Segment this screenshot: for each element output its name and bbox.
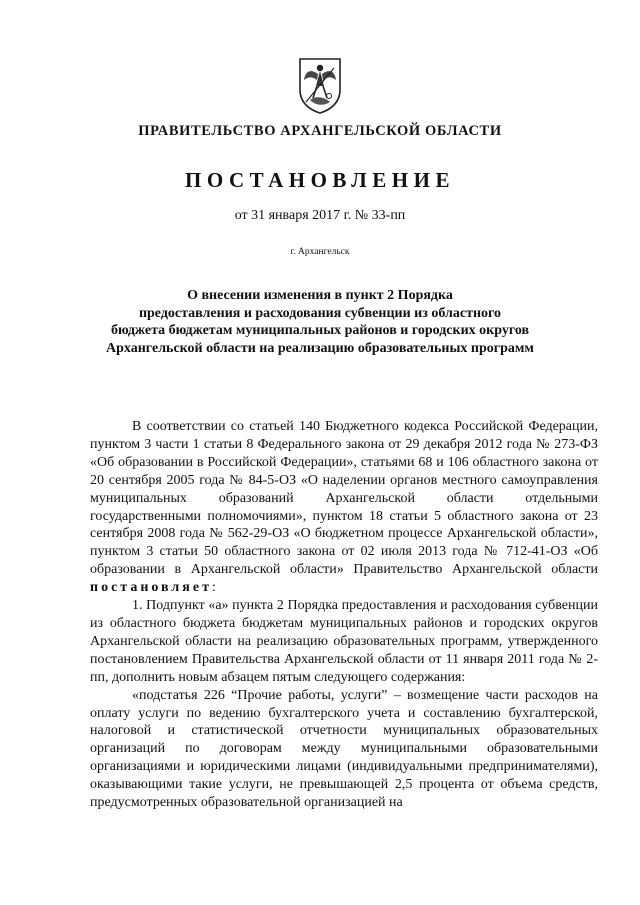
title-line: предоставления и расходования субвенции из областного	[138, 305, 502, 321]
title-line: Архангельской области на реализацию образовательных программ	[106, 340, 534, 356]
preamble-text: В соответствии со статьей 140 Бюджетного кодекса Российской Федерации, пунктом 3 части 1 статьи 8 Федерального закона от 29 декабря 2012 года № 273-ФЗ «Об образовании в Российской Федерации», статьями 68 и 106 областного закона от 20 сентября 2005 года № 84-5-ОЗ «О наделении органов местного самоуправления муниципальных образований Архангельской области отдельными государственными полномочиями», пунктом 18 статьи 5 областного закона от 23 сентября 2008 года № 562-29-ОЗ «О бюджетном процессе Архангельской области», пунктом 3 статьи 50 областного закона от 02 июля 2013 года № 712-41-ОЗ «Об образовании в Архангельской области» Правительство Архангельской области	[90, 419, 598, 578]
point-1-paragraph: 1. Подпункт «а» пункта 2 Порядка предоставления и расходования субвенции из областного бюджета бюджетам муниципальных районов и городских округов Архангельской области на реализацию образовательных программ, утвержденного постановлением Правительства Архангельской области от 11 января 2011 года № 2-пп, дополнить новым абзацем пятым следующего содержания:	[90, 598, 598, 685]
title-line: О внесении изменения в пункт 2 Порядка	[187, 288, 453, 303]
decree-tail: :	[211, 580, 216, 596]
title-line: бюджета бюджетам муниципальных районов и городских округов	[110, 323, 530, 338]
quoted-paragraph: «подстатья 226 “Прочие работы, услуги” – возмещение части расходов на оплату услуги по ведению бухгалтерского учета и составлению бухгалтерской, налоговой и статистической отчетности муниципальных образовательных организаций по договорам между муниципальными образовательными организациями и юридическими лицами (индивидуальными предпринимателями), оказывающими такие услуги, не превышающей 2,5 процента от объема средств, предусмотренных образовательной организацией на	[90, 687, 598, 811]
document-city: г. Архангельск	[290, 247, 350, 257]
coat-of-arms-icon	[296, 56, 344, 114]
document-type: ПОСТАНОВЛЕНИЕ	[185, 168, 455, 192]
decree-word: постановляет	[90, 580, 212, 596]
document-title	[0, 287, 640, 357]
document-date-number: от 31 января 2017 г. № 33-пп	[234, 208, 406, 223]
preamble-paragraph	[90, 418, 598, 597]
document-body	[90, 418, 598, 812]
organization-name: ПРАВИТЕЛЬСТВО АРХАНГЕЛЬСКОЙ ОБЛАСТИ	[138, 123, 502, 139]
